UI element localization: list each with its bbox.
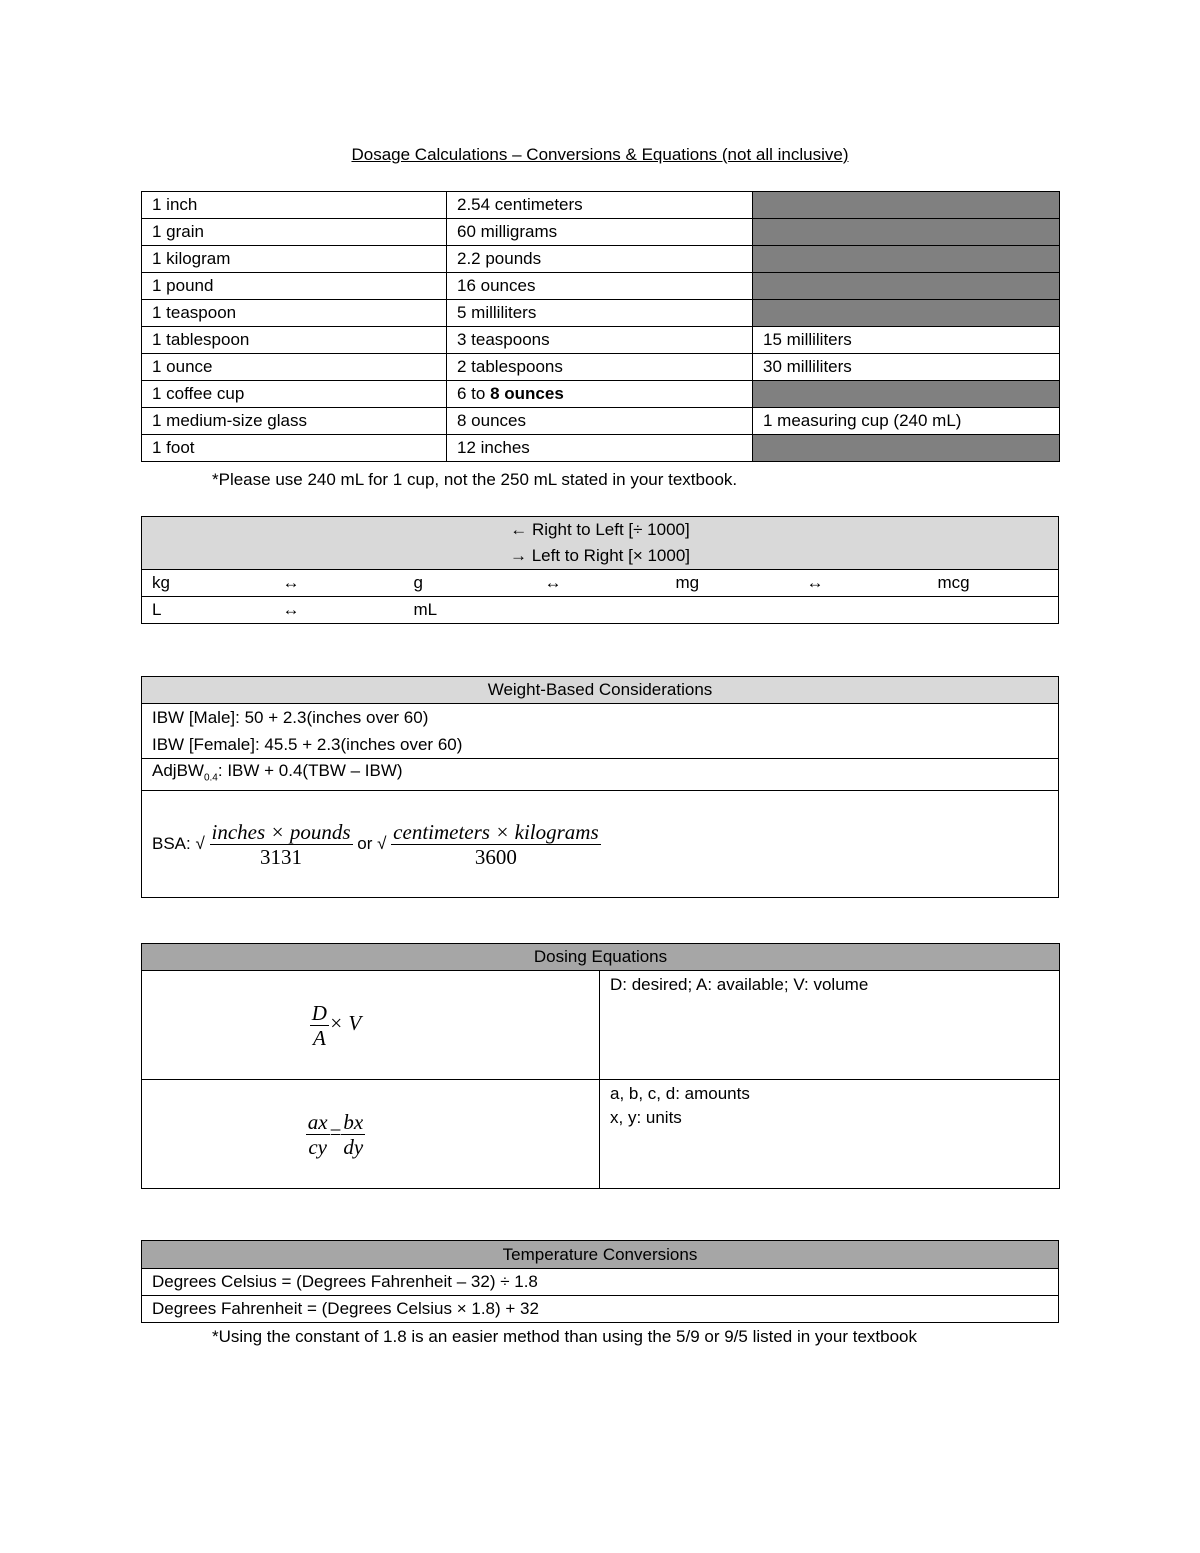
table-row xyxy=(142,273,1060,300)
metric-table xyxy=(141,516,1059,624)
conversion-unit: 1 coffee cup xyxy=(142,381,447,408)
conversion-unit: 1 inch xyxy=(142,192,447,219)
metric-unit: g xyxy=(404,570,535,597)
conversion-unit: 1 kilogram xyxy=(142,246,447,273)
arrow-icon: ↔ xyxy=(273,570,404,597)
temperature-row: Degrees Celsius = (Degrees Fahrenheit – 32) ÷ 1.8 xyxy=(142,1269,1059,1296)
table-row xyxy=(142,327,1060,354)
metric-header-line1: ← Right to Left [÷ 1000] xyxy=(510,520,690,539)
dosing-eq1-desc: D: desired; A: available; V: volume xyxy=(600,971,1060,1080)
conversion-unit: 1 medium-size glass xyxy=(142,408,447,435)
table-row xyxy=(142,408,1060,435)
table-row xyxy=(142,354,1060,381)
conversions-table xyxy=(141,191,1060,462)
bsa-numerator: inches × pounds xyxy=(211,819,351,844)
conversion-extra: 15 milliliters xyxy=(753,327,1060,354)
equivalent-plain: 6 to xyxy=(457,384,491,403)
bsa-denominator: 3600 xyxy=(474,844,517,869)
conversion-extra xyxy=(753,192,1060,219)
metric-unit: kg xyxy=(142,570,273,597)
page-title: Dosage Calculations – Conversions & Equations (not all inclusive) xyxy=(351,145,849,164)
metric-unit: L xyxy=(142,597,273,624)
table-row xyxy=(142,435,1060,462)
conversion-equivalent: 8 ounces xyxy=(447,408,753,435)
ibw-male: IBW [Male]: 50 + 2.3(inches over 60) xyxy=(152,708,429,727)
conversion-equivalent: 3 teaspoons xyxy=(447,327,753,354)
table-row xyxy=(142,381,1060,408)
table-row xyxy=(142,300,1060,327)
conversion-equivalent: 16 ounces xyxy=(447,273,753,300)
arrow-icon: ↔ xyxy=(273,597,404,624)
conversion-unit: 1 grain xyxy=(142,219,447,246)
conversion-unit: 1 foot xyxy=(142,435,447,462)
weight-table xyxy=(141,676,1059,898)
arrow-icon: ↔ xyxy=(535,570,666,597)
bsa-denominator: 3131 xyxy=(260,844,303,869)
dosing-eq2-desc: a, b, c, d: amounts x, y: units xyxy=(600,1080,1060,1189)
metric-unit: mg xyxy=(666,570,797,597)
table-row xyxy=(142,597,1059,624)
metric-header xyxy=(142,517,1059,570)
conversion-unit: 1 pound xyxy=(142,273,447,300)
table-row xyxy=(142,192,1060,219)
conversion-equivalent xyxy=(447,381,753,408)
metric-unit: mL xyxy=(404,597,535,624)
conversion-equivalent: 2.2 pounds xyxy=(447,246,753,273)
temperature-table xyxy=(141,1240,1059,1323)
temperature-row: Degrees Fahrenheit = (Degrees Celsius × 1.8) + 32 xyxy=(142,1296,1059,1323)
conversion-extra xyxy=(753,435,1060,462)
table-row xyxy=(142,219,1060,246)
conversion-extra: 1 measuring cup (240 mL) xyxy=(753,408,1060,435)
bsa-numerator: centimeters × kilograms xyxy=(393,819,599,844)
metric-header-line2: → Left to Right [× 1000] xyxy=(509,546,691,565)
table-row xyxy=(142,570,1059,597)
conversion-equivalent: 2 tablespoons xyxy=(447,354,753,381)
adjbw: AdjBW$_{0.4}$: IBW + 0.4(TBW – IBW) xyxy=(142,759,1059,791)
conversion-extra xyxy=(753,381,1060,408)
conversion-extra: 30 milliliters xyxy=(753,354,1060,381)
conversion-equivalent: 12 inches xyxy=(447,435,753,462)
bsa-formula xyxy=(142,791,1059,898)
table-row xyxy=(142,246,1060,273)
arrow-icon: ↔ xyxy=(797,570,928,597)
conversion-unit: 1 tablespoon xyxy=(142,327,447,354)
dosing-table xyxy=(141,943,1060,1189)
ibw-female: IBW [Female]: 45.5 + 2.3(inches over 60) xyxy=(152,735,463,754)
conversion-extra xyxy=(753,219,1060,246)
conversion-equivalent: 60 milligrams xyxy=(447,219,753,246)
conversion-extra xyxy=(753,246,1060,273)
bsa-or: or √ xyxy=(357,833,387,853)
metric-unit: mcg xyxy=(928,570,1059,597)
weight-header: Weight-Based Considerations xyxy=(142,677,1059,704)
conversions-note: *Please use 240 mL for 1 cup, not the 250 mL stated in your textbook. xyxy=(212,470,738,489)
temperature-note: *Using the constant of 1.8 is an easier method than using the 5/9 or 9/5 listed in your textbook xyxy=(212,1327,917,1346)
conversion-unit: 1 teaspoon xyxy=(142,300,447,327)
conversion-extra xyxy=(753,273,1060,300)
conversion-equivalent: 5 milliliters xyxy=(447,300,753,327)
conversion-equivalent: 2.54 centimeters xyxy=(447,192,753,219)
dosing-eq1: $\frac{D}{A}$ × V xyxy=(142,971,600,1080)
equivalent-bold: 8 ounces xyxy=(490,384,564,403)
dosing-eq2: $\frac{ax}{cy}$ = $\frac{bx}{dy}$ xyxy=(142,1080,600,1189)
conversion-extra xyxy=(753,300,1060,327)
dosing-header: Dosing Equations xyxy=(142,944,1060,971)
temperature-header: Temperature Conversions xyxy=(142,1241,1059,1269)
conversion-unit: 1 ounce xyxy=(142,354,447,381)
bsa-label: BSA: √ xyxy=(152,833,205,853)
